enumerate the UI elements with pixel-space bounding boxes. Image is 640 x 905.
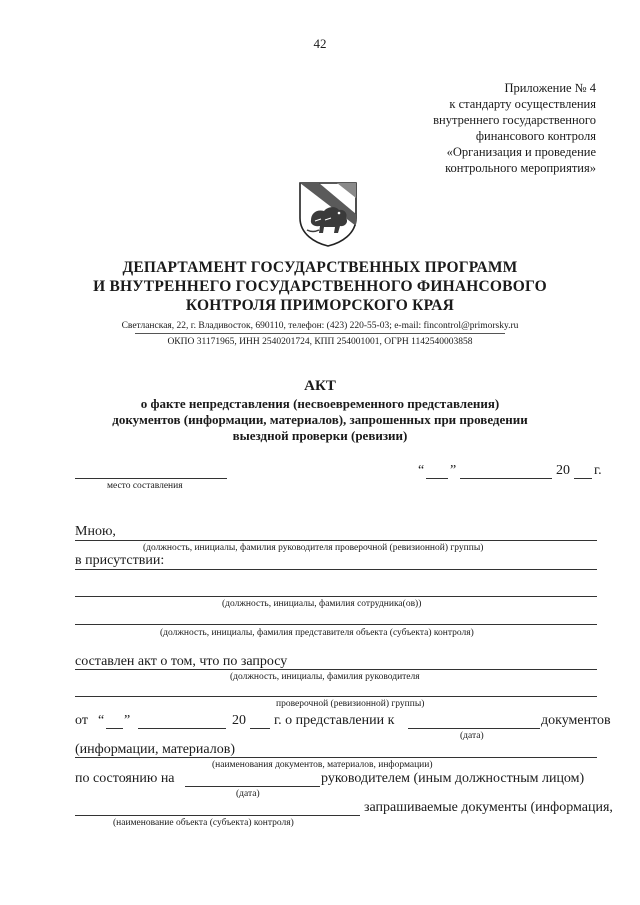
compiled-text: составлен акт о том, что по запросу <box>75 654 288 669</box>
from-label: от <box>75 713 88 728</box>
place-caption: место составления <box>107 481 183 491</box>
department-name <box>0 258 640 315</box>
head-official-text: руководителем (иным должностным лицом) <box>321 771 585 786</box>
names-caption: (наименования документов, материалов, информации) <box>212 760 433 770</box>
appendix-line: финансового контроля <box>475 129 596 143</box>
info-materials-line <box>75 757 597 758</box>
act-subtitle-line: документов (информации, материалов), запрошенных при проведении <box>112 412 528 427</box>
coat-of-arms-emblem <box>297 180 359 248</box>
department-codes: ОКПО 31171965, ИНН 2540201724, КПП 254001001, ОГРН 1142540003858 <box>167 337 473 347</box>
act-title: АКТ <box>304 378 336 394</box>
requested-text: запрашиваемые документы (информация, <box>364 800 613 815</box>
date-day-line <box>426 478 448 479</box>
in-presence-line <box>75 569 597 570</box>
appendix-line: «Организация и проведение <box>446 145 596 159</box>
appendix-line: внутреннего государственного <box>433 113 596 127</box>
representative-line <box>75 624 597 625</box>
header-divider <box>135 333 505 334</box>
appendix-line: контрольного мероприятия» <box>445 161 596 175</box>
compiled-line <box>75 669 597 670</box>
from-day-line <box>106 728 123 729</box>
date-year-suffix: г. <box>594 463 602 478</box>
provide-date-line <box>408 728 540 729</box>
date-caption-2: (дата) <box>236 789 260 799</box>
representative-caption: (должность, инициалы, фамилия представителя объекта (субъекта) контроля) <box>160 628 474 638</box>
department-line: ДЕПАРТАМЕНТ ГОСУДАРСТВЕННЫХ ПРОГРАММ <box>122 259 518 276</box>
provide-text: г. о представлении к <box>274 713 395 728</box>
appendix-line: Приложение № 4 <box>504 81 596 95</box>
by-me-line <box>75 540 597 541</box>
date-year-prefix: 20 <box>556 463 570 478</box>
head-caption-1: (должность, инициалы, фамилия руководителя <box>230 672 420 682</box>
documents-label: документов <box>541 713 611 728</box>
act-subtitle <box>0 396 640 444</box>
as-of-label: по состоянию на <box>75 771 175 786</box>
act-subtitle-line: о факте непредставления (несвоевременного представления) <box>140 396 500 411</box>
from-year-line <box>250 728 270 729</box>
as-of-date-line <box>185 786 320 787</box>
year-20: 20 <box>232 713 246 728</box>
employee-line <box>75 596 597 597</box>
department-line: КОНТРОЛЯ ПРИМОРСКОГО КРАЯ <box>185 297 455 314</box>
department-address: Светланская, 22, г. Владивосток, 690110, телефон: (423) 220-55-03; e-mail: fincontrol@primorsky.ru <box>121 321 519 331</box>
date-quote-open: “ <box>418 463 425 478</box>
object-caption: (наименование объекта (субъекта) контроля) <box>113 818 294 828</box>
date-year-line <box>574 478 592 479</box>
department-line: И ВНУТРЕННЕГО ГОСУДАРСТВЕННОГО ФИНАНСОВОГО <box>93 278 547 295</box>
date-caption: (дата) <box>460 731 484 741</box>
head-line <box>75 696 597 697</box>
head-caption-2: проверочной (ревизионной) группы) <box>276 699 425 709</box>
by-me-label: Мною, <box>75 524 116 539</box>
date-quote-close: ” <box>450 463 457 478</box>
appendix-line: к стандарту осуществления <box>449 97 596 111</box>
from-month-line <box>138 728 226 729</box>
act-subtitle-line: выездной проверки (ревизии) <box>232 428 408 443</box>
info-materials-text: (информации, материалов) <box>75 742 235 757</box>
quote-open: “ <box>98 713 105 728</box>
by-me-caption: (должность, инициалы, фамилия руководителя проверочной (ревизионной) группы) <box>143 543 484 553</box>
page-number: 42 <box>313 36 327 51</box>
object-line <box>75 815 360 816</box>
place-field-line <box>75 478 227 479</box>
date-month-line <box>460 478 552 479</box>
in-presence-label: в присутствии: <box>75 553 165 568</box>
quote-close: ” <box>124 713 131 728</box>
employee-caption: (должность, инициалы, фамилия сотрудника(ов)) <box>222 599 422 609</box>
appendix-block <box>336 80 596 176</box>
